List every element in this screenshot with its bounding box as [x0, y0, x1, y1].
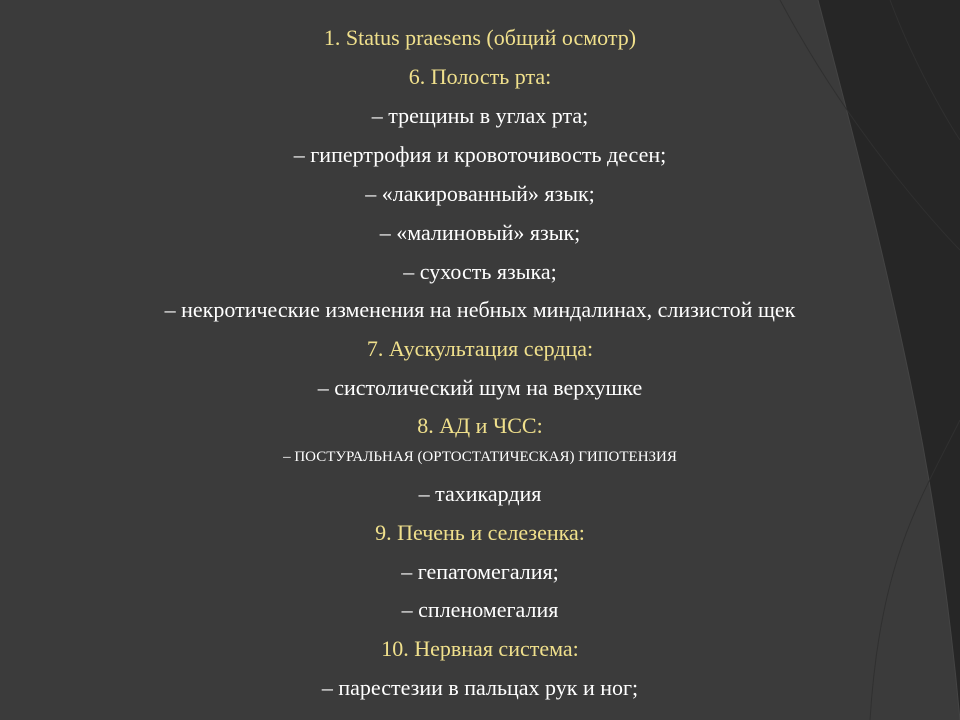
list-item: – сухость языка; [403, 259, 557, 284]
list-item: – гепатомегалия; [401, 559, 559, 584]
list-item: – спленомегалия [401, 597, 559, 622]
section-heading-nervous-system: 10. Нервная система: [381, 636, 579, 661]
list-item: – «лакированный» язык; [365, 181, 595, 206]
list-item: – трещины в углах рта; [371, 103, 589, 128]
list-item: – гипертрофия и кровоточивость десен; [293, 142, 667, 167]
list-item: – парестезии в пальцах рук и ног; [321, 675, 639, 700]
section-heading-status: 1. Status praesens (общий осмотр) [323, 25, 637, 50]
list-item: – тахикардия [418, 481, 542, 506]
list-item: – некротические изменения на небных миндалинах, слизистой щек [164, 297, 796, 322]
section-heading-liver-spleen: 9. Печень и селезенка: [375, 520, 585, 545]
list-item: – ПОСТУРАЛЬНАЯ (ОРТОСТАТИЧЕСКАЯ) ГИПОТЕНЗИЯ [283, 449, 677, 465]
list-item: – систолический шум на верхушке [317, 375, 643, 400]
section-heading-blood-pressure: 8. АД и ЧСС: [417, 413, 543, 438]
list-item: – «малиновый» язык; [379, 220, 581, 245]
section-heading-oral-cavity: 6. Полость рта: [408, 64, 552, 89]
section-heading-heart-auscultation: 7. Аускультация сердца: [366, 336, 594, 361]
